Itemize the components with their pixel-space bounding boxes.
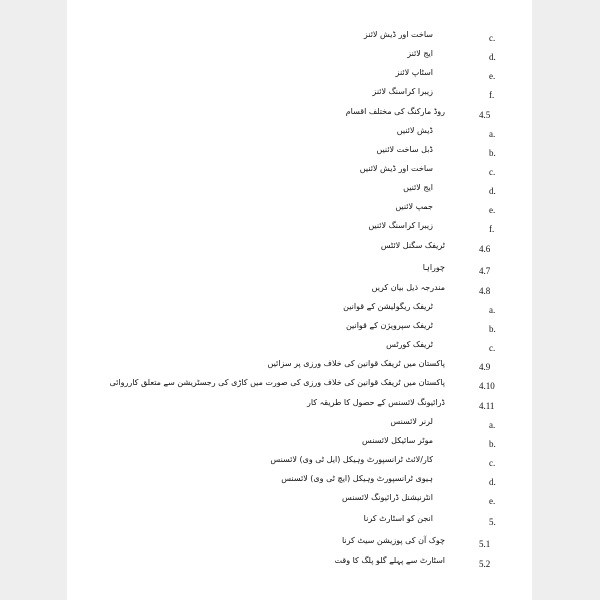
item-number: e. [489,496,496,506]
item-text: روڈ مارکنگ کی مختلف اقسام [345,107,445,116]
toc-item-4-11d [67,473,532,493]
item-number: c. [489,167,496,177]
item-text: ساخت اور ڈیش لائنز [363,30,433,39]
toc-item-4-5b [67,144,532,164]
item-number: c. [489,458,496,468]
toc-item-4-8b [67,320,532,340]
item-number: 4.6 [479,244,491,254]
item-number: d. [489,186,496,196]
toc-item-3f [67,86,532,106]
toc-item-4-5e [67,201,532,221]
item-text: موٹر سائیکل لائسنس [362,436,433,445]
item-number: 4.10 [479,381,495,391]
item-text: ڈرائیونگ لائسنس کے حصول کا طریقہ کار [306,398,445,407]
item-text: ایج لائنیں [403,183,433,192]
item-number: d. [489,52,496,62]
item-number: a. [489,305,496,315]
toc-item-4-11 [67,397,532,417]
item-text: ساخت اور ڈیش لائنیں [359,164,433,173]
toc-item-4-6 [67,240,532,260]
item-text: ایج لائنز [407,49,433,58]
item-number: 4.9 [479,362,491,372]
toc-item-4-8c [67,339,532,359]
item-text: زیبرا کراسنگ لائنیں [368,221,433,230]
item-number: 5.1 [479,539,491,549]
item-number: f. [489,90,495,100]
toc-item-3c [67,29,532,49]
item-text: ہیوی ٹرانسپورٹ وہیکل (ایچ ٹی وی) لائسنس [281,474,433,483]
toc-item-3e [67,67,532,87]
item-text: ڈبل ساخت لائنیں [376,145,433,154]
item-text: مندرجہ ذیل بیان کریں [371,283,445,292]
item-number: b. [489,324,496,334]
item-text: چوراہا [422,263,445,272]
item-text: انجن کو اسٹارٹ کرنا [363,514,433,523]
toc-item-4-9 [67,358,532,378]
item-text: ٹریفک سگنل لائٹس [380,241,445,250]
toc-item-5 [67,513,532,533]
item-text: اسٹاپ لائنز [395,68,433,77]
item-number: c. [489,343,496,353]
item-number: c. [489,33,496,43]
item-number: 5. [489,517,496,527]
item-text: کار/لائٹ ٹرانسپورٹ وہیکل (ایل ٹی وی) لائسنس [270,455,433,464]
toc-item-5-1 [67,535,532,555]
toc-item-4-11a [67,416,532,436]
item-number: e. [489,205,496,215]
item-text: لرنر لائسنس [390,417,433,426]
item-text: ٹریفک سپرویژن کے قوانین [345,321,433,330]
toc-item-4-11e [67,492,532,512]
item-number: d. [489,477,496,487]
item-number: 4.8 [479,286,491,296]
item-text: انٹرنیشنل ڈرائیونگ لائسنس [342,493,433,502]
document-page [67,0,532,600]
item-number: a. [489,129,496,139]
toc-item-4-5 [67,106,532,126]
item-text: ٹریفک کورٹس [386,340,433,349]
item-number: a. [489,420,496,430]
item-number: 5.2 [479,559,491,569]
toc-item-4-10 [67,377,532,397]
item-number: b. [489,148,496,158]
item-text: چوک آن کی پوزیشن سیٹ کرنا [341,536,445,545]
item-text: ڈیش لائنیں [396,126,433,135]
toc-item-4-8 [67,282,532,302]
item-number: 4.11 [479,401,495,411]
item-number: 4.7 [479,266,491,276]
toc-item-5-2 [67,555,532,575]
toc-item-4-11b [67,435,532,455]
toc-item-4-7 [67,262,532,282]
item-number: e. [489,71,496,81]
item-number: f. [489,224,495,234]
item-text: زیبرا کراسنگ لائنز [372,87,433,96]
item-text: جمپ لائنیں [395,202,433,211]
item-text: ٹریفک ریگولیشن کے قوانین [343,302,433,311]
item-text: پاکستان میں ٹریفک قوانین کی خلاف ورزی کی صورت میں کاڑی کی رجسٹریشن سے متعلق کارروائی [109,378,445,387]
item-text: پاکستان میں ٹریفک قوانین کی خلاف ورزی پر سزائیں [267,359,445,368]
item-number: 4.5 [479,110,491,120]
toc-item-4-5c [67,163,532,183]
toc-item-4-8a [67,301,532,321]
item-number: b. [489,439,496,449]
toc-item-4-5d [67,182,532,202]
toc-item-4-11c [67,454,532,474]
toc-item-4-5a [67,125,532,145]
item-text: اسٹارٹ سے پہلے گلو پلگ کا وقت [334,556,445,565]
toc-item-4-5f [67,220,532,240]
toc-item-3d [67,48,532,68]
